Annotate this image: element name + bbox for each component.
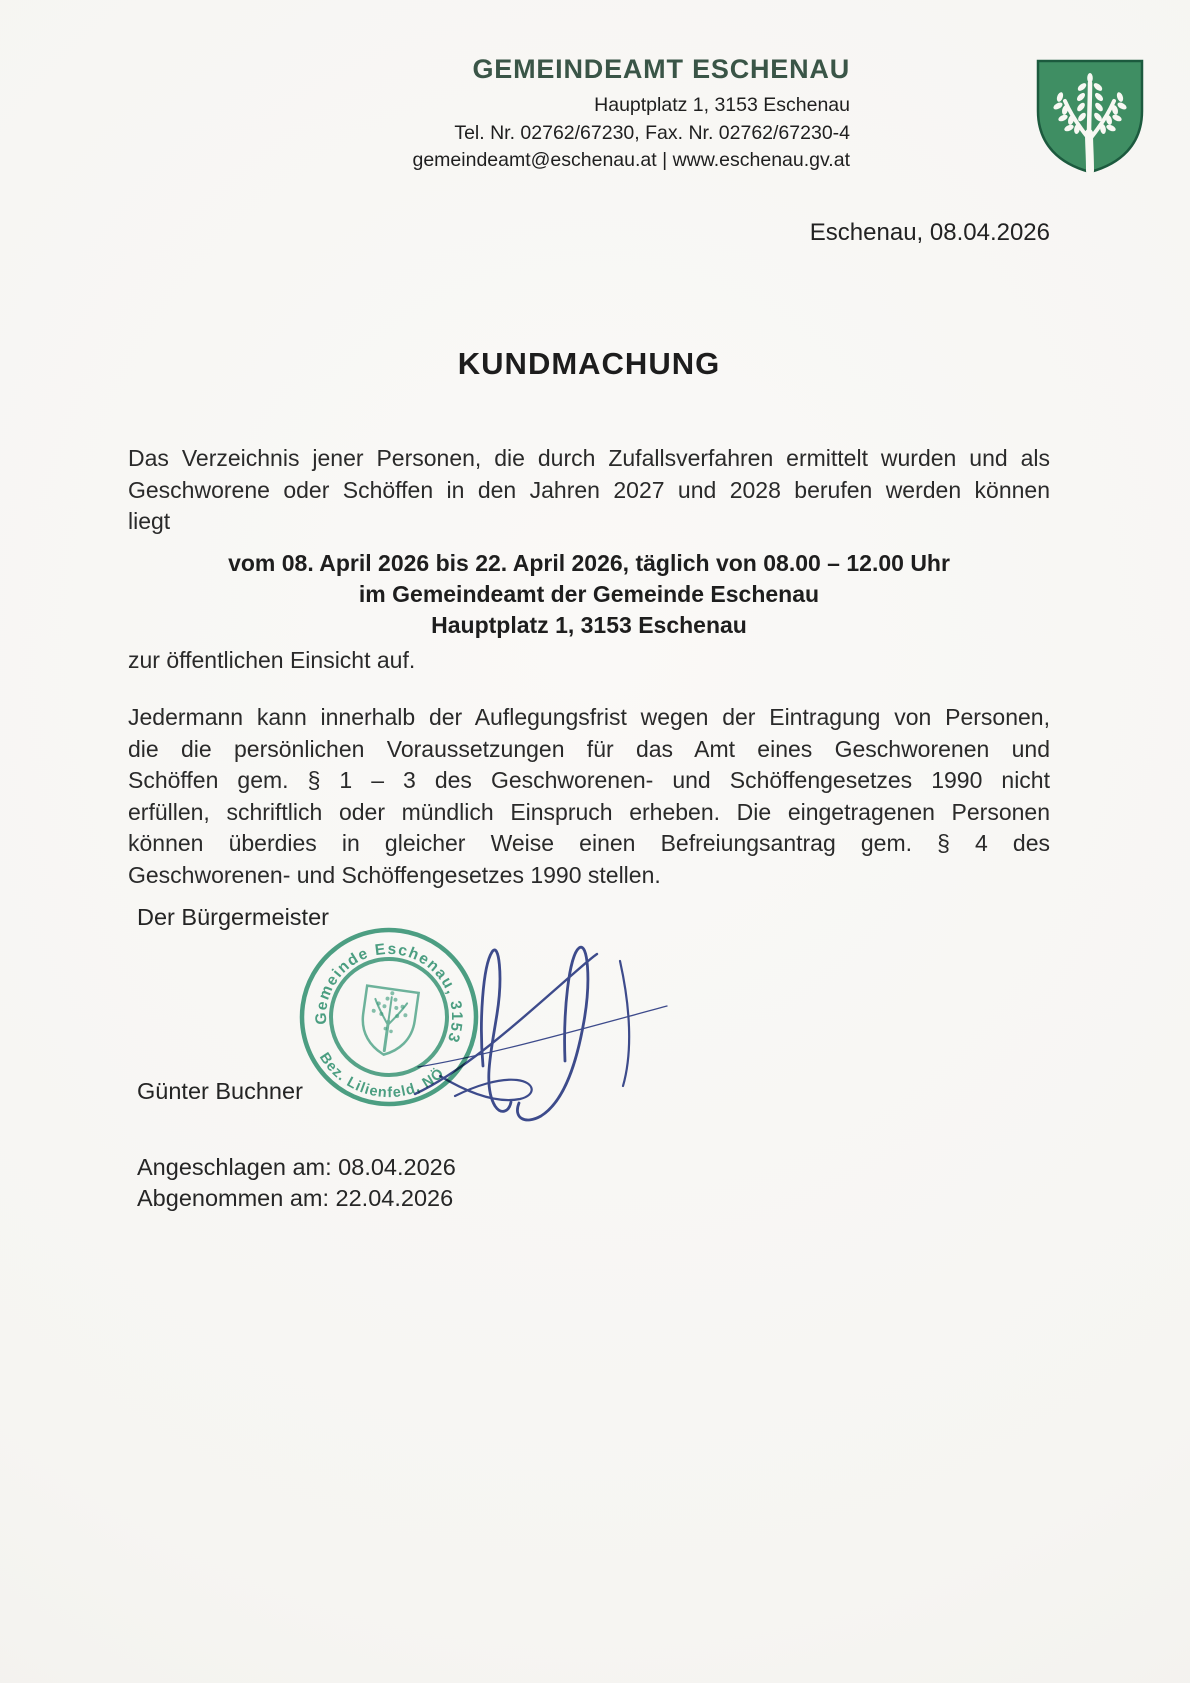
paragraph-intro: Das Verzeichnis jener Personen, die durch Zufallsverfahren ermittelt wurden und als Geschworene oder Schöffen in den Jahren 2027 und 2028 berufen werden können liegt <box>128 445 1050 534</box>
notice-block: vom 08. April 2026 bis 22. April 2026, täglich von 08.00 – 12.00 Uhr im Gemeindeamt der Gemeinde Eschenau Hauptplatz 1, 3153 Eschenau <box>228 550 950 638</box>
paragraph-einspruch: Jedermann kann innerhalb der Auflegungsfrist wegen der Eintragung von Personen, die die persönlichen Voraussetzungen für das Amt eines Geschworenen und Schöffen gem. § 1 – 3 des Geschworenen- und Schöffengesetzes 1990 nicht erfüllen, schriftlich oder mündlich Einspruch erheben. Die eingetragenen Personen können überdies in gleicher Weise einen Befreiungsantrag gem. § 4 des Geschworenen- und Schöffengesetzes 1990 stellen. <box>128 704 1050 888</box>
org-phone-fax: Tel. Nr. 02762/67230, Fax. Nr. 02762/67230-4 <box>454 121 850 144</box>
signature-ink <box>395 936 680 1134</box>
org-name: GEMEINDEAMT ESCHENAU <box>472 54 850 84</box>
signer-name: Günter Buchner <box>137 1078 303 1104</box>
paragraph-einsicht: zur öffentlichen Einsicht auf. <box>128 647 416 673</box>
org-address: Hauptplatz 1, 3153 Eschenau <box>594 94 850 116</box>
posted-line: Angeschlagen am: 08.04.2026 <box>137 1154 456 1180</box>
dateline: Eschenau, 08.04.2026 <box>809 219 1050 246</box>
eschenau-coat-of-arms-icon <box>1034 57 1146 178</box>
signer-role: Der Bürgermeister <box>137 904 329 930</box>
stamp-ring-text-top: Gemeinde Eschenau, 3153 <box>312 940 466 1046</box>
removed-line: Abgenommen am: 22.04.2026 <box>137 1184 454 1211</box>
posting-dates <box>137 1152 456 1213</box>
page-title: KUNDMACHUNG <box>457 346 721 381</box>
org-email-web: gemeindeamt@eschenau.at | www.eschenau.gv.at <box>412 149 850 171</box>
letterhead <box>412 54 850 175</box>
stamp-ring-text-bottom: Bez. Lilienfeld, NÖ <box>315 1049 448 1102</box>
